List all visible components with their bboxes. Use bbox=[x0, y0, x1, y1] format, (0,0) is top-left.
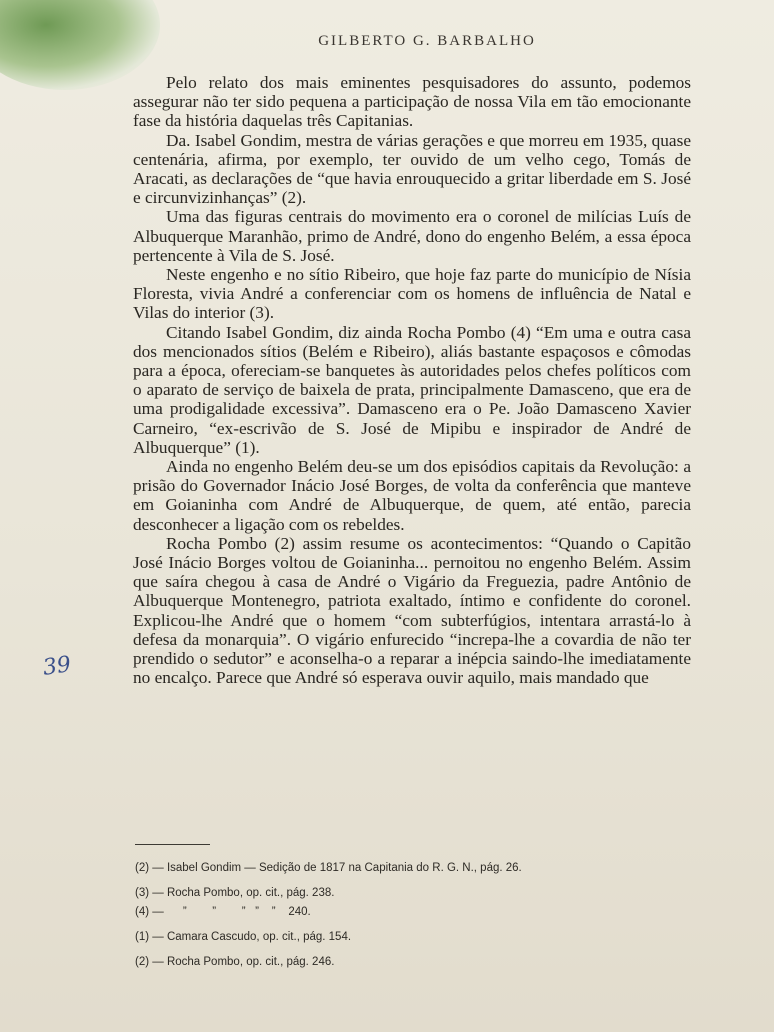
footnote: (1) — Camara Cascudo, op. cit., pág. 154. bbox=[135, 931, 352, 943]
footnote: (2) — Rocha Pombo, op. cit., pág. 246. bbox=[135, 956, 335, 968]
running-header: GILBERTO G. BARBALHO bbox=[318, 33, 536, 49]
paragraph: Pelo relato dos mais eminentes pesquisadores do assunto, podemos assegurar não ter sido pequena a participação de nossa Vila em tão emocionante fase da história daquelas três Capitanias. bbox=[133, 73, 691, 131]
paragraph: Ainda no engenho Belém deu-se um dos episódios capitais da Revolução: a prisão do Governador Inácio José Borges, de volta da conferência que manteve em Goianinha com André de Albuquerque, de quem, até então, parecia desconhecer a ligação com os rebeldes. bbox=[133, 457, 691, 534]
paragraph: Da. Isabel Gondim, mestra de várias gerações e que morreu em 1935, quase centenária, afirma, por exemplo, ter ouvido de um velho cego, Tomás de Aracati, as declarações de “que havia enrouquecido a gritar liberdade em S. José e circunvizinhanças” (2). bbox=[133, 130, 691, 208]
footnote: (2) — Isabel Gondim — Sedição de 1817 na Capitania do R. G. N., pág. 26. bbox=[135, 862, 522, 874]
footnotes bbox=[135, 862, 675, 975]
paragraph: Uma das figuras centrais do movimento era o coronel de milícias Luís de Albuquerque Maranhão, primo de André, dono do engenho Belém, a essa época pertencente à Vila de S. José. bbox=[133, 207, 691, 265]
paragraph: Neste engenho e no sítio Ribeiro, que hoje faz parte do município de Nísia Floresta, vivia André a conferenciar com os homens de influência de Natal e Vilas do interior (3). bbox=[133, 265, 691, 323]
footnote: (3) — Rocha Pombo, op. cit., pág. 238. bbox=[135, 887, 335, 899]
footnote: (4) — ” ” ” ” ” 240. bbox=[135, 906, 311, 918]
paragraph: Citando Isabel Gondim, diz ainda Rocha Pombo (4) “Em uma e outra casa dos mencionados sítios (Belém e Ribeiro), aliás bastante espaçosos e cômodas para a época, ofereciam-se banquetes às autoridades pelos chefes políticos com o aparato de serviço de baixela de prata, principalmente Damasceno, que era de uma prodigalidade excessiva”. Damasceno era o Pe. João Damasceno Xavier Carneiro, “ex-escrivão de S. José de Mipibu e inspirador de André de Albuquerque” (1). bbox=[133, 322, 691, 457]
handwritten-margin-note: 39 bbox=[41, 652, 73, 681]
body-text bbox=[133, 73, 691, 688]
footnote-divider bbox=[135, 844, 210, 845]
paragraph: Rocha Pombo (2) assim resume os acontecimentos: “Quando o Capitão José Inácio Borges voltou de Goianinha... pernoitou no engenho Belém. Assim que saíra chegou à casa de André o Vigário da Freguezia, padre Antônio de Albuquerque Montenegro, patriota exaltado, íntimo e confidente do coronel. Explicou-lhe André que o homem “com subterfúgios, intentara arrastá-lo à defesa da monarquia”. O vigário enfurecido “increpa-lhe a covardia de não ter prendido o sedutor” e aconselha-o a reparar a inépcia saindo-lhe imediatamente no encalço. Parece que André só esperava ouvir aquilo, mais mandado que bbox=[133, 533, 691, 688]
